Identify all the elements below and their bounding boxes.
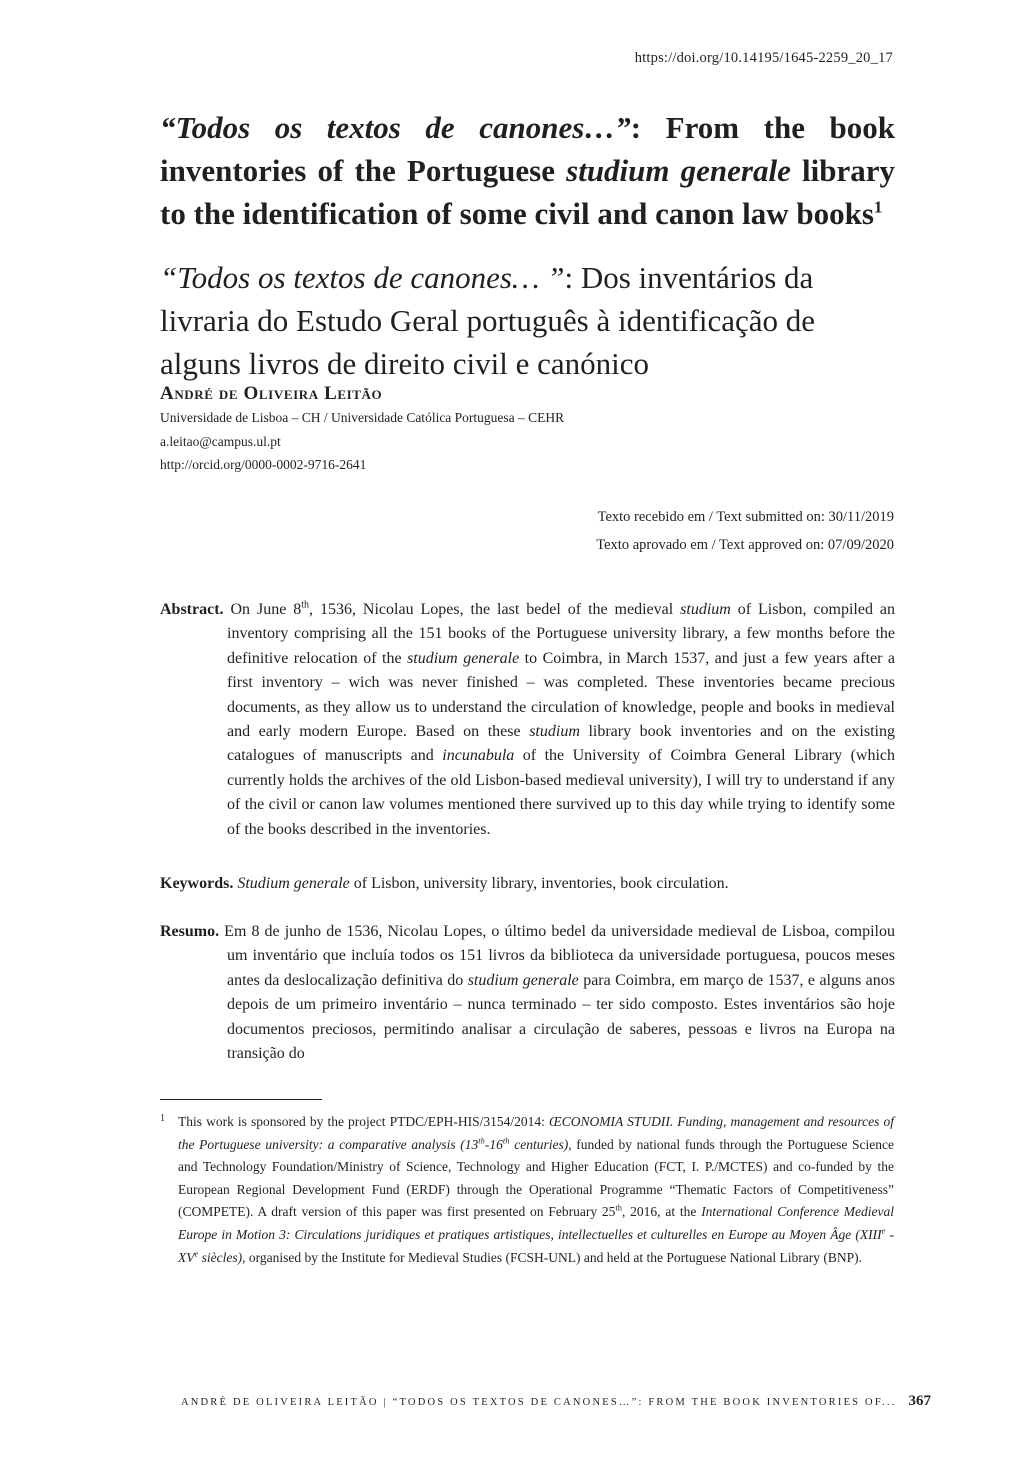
footnote-sup: th <box>615 1202 622 1213</box>
title-english <box>160 106 895 235</box>
resumo-text: Em 8 de junho de 1536, Nicolau Lopes, o último bedel da universidade medieval de Lisboa, compilou um inventário que incluía todos os 151 livros da biblioteca da universidade portuguesa, poucos meses antes da deslocalização definitiva do <box>219 923 895 989</box>
abstract-text: of the University of Coimbra General Library (which currently holds the archives of the old Lisbon-based medieval university), I will try to understand if any of the civil or canon law volumes mentioned there survived up to this day while trying to identify some of the books described in the inventories. <box>227 747 896 838</box>
footnote-sup: e <box>881 1225 886 1236</box>
footnote-text: , 2016, at the <box>622 1204 702 1220</box>
footnote-italic: -XV <box>178 1226 894 1265</box>
abstract-text: to Coimbra, in March 1537, and just a few years after a first inventory – wich was never finished – was completed. These inventories became precious documents, as they allow us to understand the circulation of knowledge, people and books in medieval and early modern Europe. Based on these <box>227 649 895 741</box>
footnote-italic: -16 <box>484 1136 503 1152</box>
footnote-text: , funded by national funds through the Portuguese Science and Technology Foundation/Ministry of Science, Technology and Higher Education (FCT, I. P./MCTES) and co-funded by the European Regional Development Fund (ERDF) through the Operational Programme “Thematic Factors of Competitiveness” (COMPETE). A draft version of this paper was first presented on February 25 <box>178 1136 894 1220</box>
running-header <box>181 1393 931 1410</box>
page-number: 367 <box>908 1393 931 1409</box>
abstract-italic: studium <box>680 601 731 618</box>
footnote-mark: 1 <box>160 1113 165 1124</box>
footnote-text: This work is sponsored by the project PTDC/EPH-HIS/3154/2014: <box>178 1114 549 1129</box>
running-header-text: ANDRÉ DE OLIVEIRA LEITÃO | “TODOS OS TEXTOS DE CANONES…”: FROM THE BOOK INVENTORIES OF... <box>180 1397 897 1408</box>
resumo-section <box>160 920 895 1066</box>
abstract-text: library book inventories and on the existing catalogues of manuscripts and <box>227 723 895 765</box>
date-submitted: Texto recebido em / Text submitted on: 30/11/2019 <box>597 509 894 525</box>
doi-link[interactable]: https://doi.org/10.14195/1645-2259_20_17 <box>634 50 893 66</box>
keywords-italic: Studium generale <box>237 875 350 892</box>
author-affiliation: Universidade de Lisboa – CH / Universidade Católica Portuguesa – CEHR <box>160 410 565 425</box>
keywords-text: of Lisbon, university library, inventories, book circulation. <box>349 875 729 892</box>
abstract-italic: studium generale <box>407 649 520 667</box>
abstract-italic: incunabula <box>442 747 515 765</box>
footnote-sup: e <box>194 1248 199 1259</box>
resumo-text: para Coimbra, em março de 1537, e alguns anos depois de um primeiro inventário – nunca terminado – ter sido composto. Estes inventários são hoje documentos preciosos, permitindo analisar a circulação de saberes, pessoas e livros na Europa na transição do <box>227 971 895 1063</box>
title-footnote-mark[interactable]: 1 <box>873 197 883 217</box>
author-email[interactable]: a.leitao@campus.ul.pt <box>160 434 281 449</box>
author-orcid[interactable]: http://orcid.org/0000-0002-9716-2641 <box>160 457 367 472</box>
abstract-text: of Lisbon, compiled an inventory comprising all the 151 books of the Portuguese university library, a few months before the definitive relocation of the <box>227 601 895 667</box>
title-portuguese <box>160 256 900 385</box>
author-name: André de Oliveira Leitão <box>160 383 383 404</box>
abstract-paragraph <box>160 598 895 842</box>
footnote-italic: centuries) <box>509 1136 569 1152</box>
resumo-italic: studium generale <box>467 971 579 989</box>
footnote-text: , organised by the Institute for Medieval Studies (FCSH-UNL) and held at the Portuguese National Library (BNP). <box>242 1249 863 1265</box>
footnote-divider <box>160 1099 322 1100</box>
keywords-line <box>160 872 729 896</box>
title-en-part-1: : From the book inventories of the Portuguese <box>160 110 896 188</box>
abstract-italic: studium <box>529 723 580 741</box>
footnote-sup: th <box>502 1135 510 1146</box>
abstract-text: On June 8 <box>223 601 302 618</box>
abstract-section <box>160 598 895 842</box>
title-pt-rest: : Dos inventários da livraria do Estudo Geral português à identificação de alguns livros de direito civil e canónico <box>160 260 816 381</box>
abstract-sup: th <box>301 599 310 611</box>
resumo-paragraph <box>160 920 895 1066</box>
footnote-italic: siècles) <box>198 1249 243 1265</box>
title-en-part-2: library to the identification of some civil and canon law books <box>160 153 895 231</box>
footnote-sup: th <box>478 1135 485 1146</box>
footnote-italic: International Conference Medieval Europe in Motion 3: Circulations juridiques et pratiques artistiques, intellectuelles et culturelles en Europe au Moyen Âge (XIII <box>178 1204 894 1242</box>
title-pt-quoted: “Todos os textos de canones… ” <box>160 260 565 295</box>
title-en-italic: studium generale <box>566 153 791 188</box>
footnote-italic: ŒCONOMIA STUDII. Funding, management and resources of the Portuguese university: a comparative analysis (13 <box>178 1114 895 1152</box>
title-en-quoted: “Todos os textos de canones…” <box>160 110 631 145</box>
keywords-label: Keywords. <box>160 875 234 892</box>
resumo-label: Resumo. <box>160 923 220 940</box>
footnote-paragraph <box>160 1111 894 1269</box>
footnote <box>160 1111 894 1269</box>
abstract-text: , 1536, Nicolau Lopes, the last bedel of the medieval <box>309 601 681 618</box>
abstract-label: Abstract. <box>160 601 224 618</box>
date-approved: Texto aprovado em / Text approved on: 07/09/2020 <box>596 537 894 553</box>
submission-dates <box>596 503 894 559</box>
